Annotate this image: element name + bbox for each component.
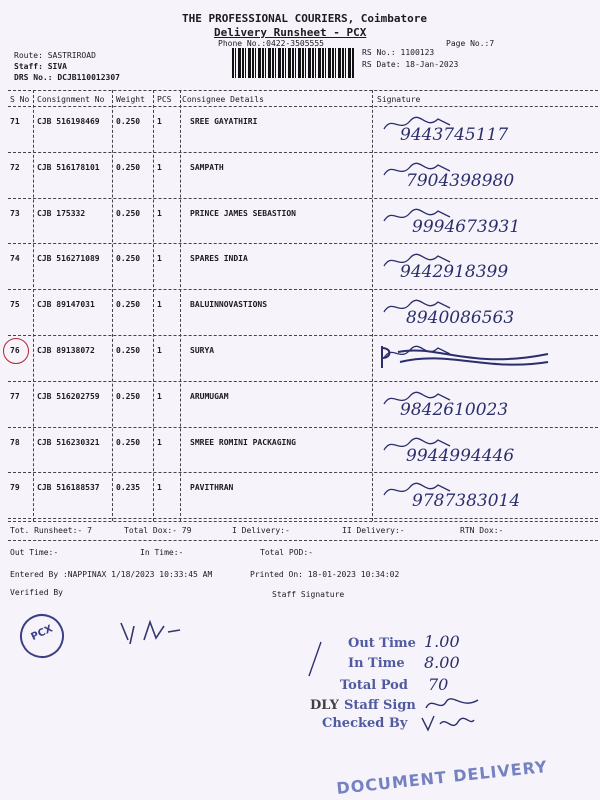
doc-title: THE PROFESSIONAL COURIERS, Coimbatore — [182, 12, 428, 25]
row-signature-text: 9842610023 — [400, 399, 509, 420]
row-consignment: CJB 175332 — [37, 208, 86, 218]
stamp-checked-by: Checked By — [322, 716, 408, 731]
row-weight: 0.250 — [116, 162, 141, 172]
col-weight: Weight — [116, 95, 145, 104]
row-rule — [8, 381, 598, 382]
col-signature: Signature — [377, 95, 421, 104]
row-signature-scribble — [380, 432, 470, 458]
printed-on: Printed On: 18-01-2023 10:34:02 — [250, 570, 400, 579]
row-weight: 0.250 — [116, 346, 141, 355]
row-consignee: BALUINNOVASTIONS — [190, 300, 268, 310]
row-sno: 76 — [10, 346, 20, 355]
stamp-staff-scribble — [422, 694, 482, 714]
row-consignee: SMREE ROMINI PACKAGING — [190, 437, 296, 447]
stamp-in-value: 8.00 — [424, 653, 460, 672]
ii-delivery: II Delivery:- — [342, 526, 405, 535]
footer-rule — [8, 540, 598, 541]
row-rule — [8, 335, 598, 336]
row-sno: 77 — [10, 391, 20, 401]
row-signature-scribble — [380, 111, 470, 137]
row-consignee: SREE GAYATHIRI — [190, 117, 258, 126]
row-sno: 73 — [10, 208, 20, 218]
row-consignment: CJB 516198469 — [37, 117, 100, 126]
row-consignment: CJB 89147031 — [37, 300, 95, 310]
table-top-rule — [8, 90, 598, 91]
row-crossed-signature — [378, 342, 558, 372]
row-sno: 71 — [10, 117, 20, 126]
row-weight: 0.250 — [116, 437, 141, 447]
column-rule — [372, 90, 373, 521]
row-rule — [8, 243, 598, 244]
table-bottom-rule — [8, 521, 598, 522]
row-pcs: 1 — [157, 346, 162, 355]
row-weight: 0.235 — [116, 483, 141, 493]
row-pcs: 1 — [157, 162, 162, 172]
drs-number: DRS No.: DCJB110012307 — [14, 73, 120, 82]
phone-number: Phone No.:0422-3505555 — [218, 39, 324, 48]
barcode — [232, 48, 355, 78]
total-pod-label: Total POD:- — [260, 548, 313, 557]
row-signature-text: 9787383014 — [412, 491, 521, 512]
row-pcs: 1 — [157, 437, 162, 447]
stamp-checker-scribble — [418, 712, 478, 734]
stamp-total-pod: Total Pod — [340, 678, 408, 693]
staff-signature-label: Staff Signature — [272, 590, 345, 599]
seal-text: PCX — [29, 623, 55, 643]
verifier-signature — [116, 618, 186, 648]
row-consignment: CJB 89138072 — [37, 346, 95, 355]
row-sno: 79 — [10, 483, 20, 493]
rtn-dox: RTN Dox:- — [460, 526, 504, 535]
row-signature-text: 9442918399 — [400, 262, 509, 283]
row-sno: 74 — [10, 254, 20, 264]
stamp-staff-sign: Staff Sign — [344, 698, 416, 713]
stamp-in-time: In Time — [348, 656, 405, 671]
row-signature-scribble — [380, 203, 470, 229]
stamp-out-value: 1.00 — [424, 632, 460, 651]
row-weight: 0.250 — [116, 208, 141, 218]
row-signature-text: 9443745117 — [400, 125, 509, 145]
row-signature-text: 9944994446 — [406, 445, 515, 466]
tot-runsheet: Tot. Runsheet:- 7 — [10, 526, 92, 535]
out-time-label: Out Time:- — [10, 548, 59, 557]
row-consignment: CJB 516271089 — [37, 254, 100, 264]
column-rule — [112, 90, 113, 521]
row-pcs: 1 — [157, 254, 162, 264]
row-signature-scribble — [380, 248, 470, 274]
row-signature-scribble — [380, 477, 470, 503]
row-sno: 72 — [10, 162, 20, 172]
row-signature-text: 9994673931 — [412, 216, 521, 237]
rs-number: RS No.: 1100123 — [362, 48, 435, 57]
verified-seal — [13, 607, 71, 665]
row-pcs: 1 — [157, 300, 162, 310]
row-rule — [8, 152, 598, 153]
staff-name: Staff: SIVA — [14, 62, 67, 71]
row-weight: 0.250 — [116, 254, 141, 264]
row-signature-scribble — [380, 386, 470, 412]
verified-by: Verified By — [10, 588, 63, 597]
row-weight: 0.250 — [116, 300, 141, 310]
row-consignee: ARUMUGAM — [190, 391, 229, 401]
row-pcs: 1 — [157, 117, 162, 126]
row-signature-text: 8940086563 — [406, 308, 515, 329]
row-sno: 75 — [10, 300, 20, 310]
row-sno: 78 — [10, 437, 20, 447]
route: Route: SASTRIROAD — [14, 51, 96, 60]
row-consignment: CJB 516230321 — [37, 437, 100, 447]
column-rule — [180, 90, 181, 521]
col-consignee: Consignee Details — [182, 95, 264, 104]
row-pcs: 1 — [157, 483, 162, 493]
row-rule — [8, 198, 598, 199]
row-rule — [8, 427, 598, 428]
col-sno: S No — [10, 95, 30, 104]
row-consignment: CJB 516188537 — [37, 483, 100, 493]
row-rule — [8, 289, 598, 290]
row-pcs: 1 — [157, 208, 162, 218]
col-pcs: PCS — [157, 95, 172, 104]
row-weight: 0.250 — [116, 391, 141, 401]
col-consignment: Consignment No — [37, 95, 105, 104]
stamp-dly: DLY — [310, 698, 339, 713]
stamp-slash — [305, 640, 325, 680]
doc-subtitle: Delivery Runsheet - PCX — [214, 26, 367, 39]
row-pcs: 1 — [157, 391, 162, 401]
row-rule — [8, 472, 598, 473]
row-signature-text: 7904398980 — [406, 170, 515, 191]
row-consignee: SURYA — [190, 346, 215, 355]
row-weight: 0.250 — [116, 117, 141, 126]
entered-by: Entered By :NAPPINAX 1/18/2023 10:33:45 AM — [10, 570, 213, 579]
document-delivery-stamp: DOCUMENT DELIVERY — [335, 756, 549, 799]
row-signature-scribble — [380, 294, 470, 320]
total-dox: Total Dox:- 79 — [124, 526, 192, 535]
row-consignee: PAVITHRAN — [190, 483, 234, 493]
i-delivery: I Delivery:- — [232, 526, 290, 535]
row-consignee: SPARES INDIA — [190, 254, 248, 264]
in-time-label: In Time:- — [140, 548, 184, 557]
row-consignee: SAMPATH — [190, 162, 224, 172]
row-consignee: PRINCE JAMES SEBASTION — [190, 208, 296, 218]
row-circle-mark — [3, 338, 29, 364]
stamp-pod-value: 70 — [428, 675, 449, 694]
row-signature-scribble — [380, 157, 470, 183]
page-number: Page No.:7 — [446, 39, 495, 48]
row-consignment: CJB 516178101 — [37, 162, 100, 172]
row-rule — [8, 518, 598, 519]
rs-date: RS Date: 18-Jan-2023 — [362, 60, 459, 69]
column-rule — [33, 90, 34, 521]
header-bottom-rule — [8, 106, 598, 107]
column-rule — [153, 90, 154, 521]
stamp-out-time: Out Time — [348, 636, 416, 651]
row-consignment: CJB 516202759 — [37, 391, 100, 401]
